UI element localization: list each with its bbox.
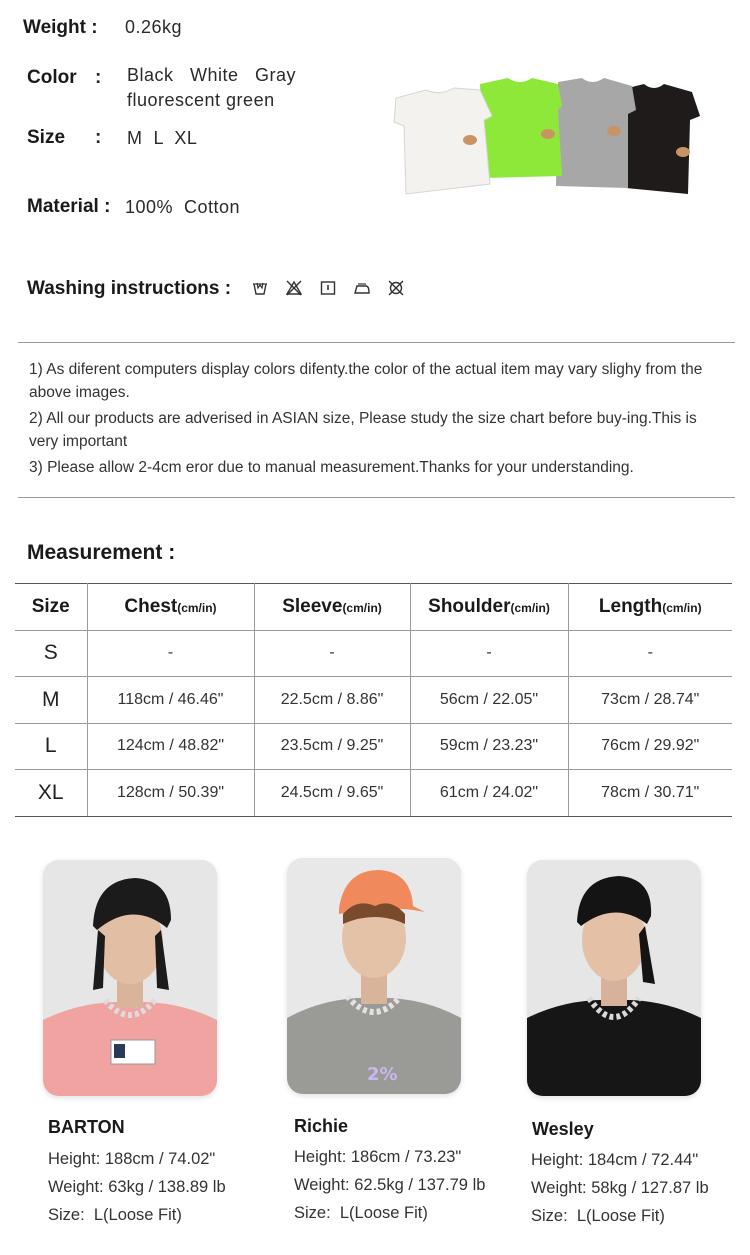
- sleeve-cell: 22.5cm / 8.86": [254, 677, 410, 724]
- washing-label: Washing instructions :: [27, 278, 232, 299]
- size-cell: XL: [15, 770, 87, 817]
- header-sleeve: Sleeve(cm/in): [254, 584, 410, 631]
- size-colon: :: [95, 127, 102, 148]
- weight-label: Weight :: [23, 17, 98, 38]
- model-size: Size: L(Loose Fit): [48, 1206, 182, 1224]
- model-name-richie: Richie: [294, 1116, 349, 1136]
- length-cell: 76cm / 29.92": [568, 723, 732, 770]
- sleeve-cell: 24.5cm / 9.65": [254, 770, 410, 817]
- weight-value: 0.26kg: [125, 17, 183, 37]
- shoulder-cell: -: [410, 630, 568, 677]
- shoulder-cell: 56cm / 22.05": [410, 677, 568, 724]
- size-cell: S: [15, 630, 87, 677]
- header-chest: Chest(cm/in): [87, 584, 254, 631]
- divider-top: [18, 342, 735, 343]
- size-values: M L XL: [127, 128, 198, 148]
- tshirt-colors-image: [392, 76, 704, 200]
- model-name-wesley: Wesley: [532, 1119, 594, 1139]
- length-cell: -: [568, 630, 732, 677]
- size-table: [15, 583, 732, 817]
- shirt-print: 2%: [367, 1064, 398, 1085]
- length-cell: 73cm / 28.74": [568, 677, 732, 724]
- model-info-barton: [48, 1145, 226, 1229]
- measurement-title: Measurement :: [27, 541, 176, 564]
- black-shirt: [626, 84, 700, 194]
- table-row: [15, 630, 732, 677]
- iron-icon: [354, 280, 370, 296]
- size-cell: M: [15, 677, 87, 724]
- chest-cell: 118cm / 46.46": [87, 677, 254, 724]
- header-length: Length(cm/in): [568, 584, 732, 631]
- table-header-row: [15, 584, 732, 631]
- model-weight: Weight: 63kg / 138.89 lb: [48, 1178, 226, 1196]
- color-label: Color: [27, 67, 77, 88]
- length-cell: 78cm / 30.71": [568, 770, 732, 817]
- model-size: Size: L(Loose Fit): [531, 1207, 665, 1225]
- hand-wash-icon: [252, 280, 268, 296]
- note-1: 1) As diferent computers display colors difenty.the color of the actual item may vary slighy from the above images.: [29, 361, 703, 401]
- model-weight: Weight: 62.5kg / 137.79 lb: [294, 1176, 486, 1194]
- header-size: Size: [15, 584, 87, 631]
- no-dry-clean-icon: [388, 280, 404, 296]
- model-size: Size: L(Loose Fit): [294, 1204, 428, 1222]
- size-label: Size: [27, 127, 66, 148]
- color-values-line2: fluorescent green: [127, 90, 275, 110]
- notes: [29, 358, 729, 482]
- tumble-dry-icon: [320, 280, 336, 296]
- shoulder-cell: 59cm / 23.23": [410, 723, 568, 770]
- model-weight: Weight: 58kg / 127.87 lb: [531, 1179, 709, 1197]
- note-3: 3) Please allow 2-4cm eror due to manual measurement.Thanks for your understanding.: [29, 459, 634, 476]
- table-row: [15, 677, 732, 724]
- model-photo-richie: [287, 858, 461, 1094]
- sleeve-cell: -: [254, 630, 410, 677]
- wash-icons: [252, 280, 404, 296]
- model-info-richie: [294, 1143, 485, 1227]
- sleeve-cell: 23.5cm / 9.25": [254, 723, 410, 770]
- model-height: Height: 188cm / 74.02": [48, 1150, 216, 1168]
- white-shirt: [394, 88, 492, 194]
- chest-cell: 124cm / 48.82": [87, 723, 254, 770]
- color-colon: :: [95, 67, 102, 88]
- chest-cell: 128cm / 50.39": [87, 770, 254, 817]
- note-2: 2) All our products are adverised in ASIAN size, Please study the size chart before buy-ing.This is very important: [29, 410, 697, 450]
- model-height: Height: 184cm / 72.44": [531, 1151, 699, 1169]
- table-row: [15, 723, 732, 770]
- model-height: Height: 186cm / 73.23": [294, 1148, 462, 1166]
- material-value: 100% Cotton: [125, 197, 241, 217]
- model-info-wesley: [531, 1146, 709, 1230]
- gray-shirt: [556, 78, 636, 188]
- shoulder-cell: 61cm / 24.02": [410, 770, 568, 817]
- color-values-line1: Black White Gray: [127, 65, 297, 85]
- table-row: [15, 770, 732, 817]
- model-photo-wesley: [527, 860, 701, 1096]
- model-name-barton: BARTON: [48, 1117, 125, 1137]
- chest-cell: -: [87, 630, 254, 677]
- no-bleach-icon: [286, 280, 302, 296]
- green-shirt: [480, 78, 562, 178]
- material-label: Material :: [27, 196, 111, 217]
- size-cell: L: [15, 723, 87, 770]
- divider-bottom: [18, 497, 735, 498]
- model-photo-barton: [43, 860, 217, 1096]
- header-shoulder: Shoulder(cm/in): [410, 584, 568, 631]
